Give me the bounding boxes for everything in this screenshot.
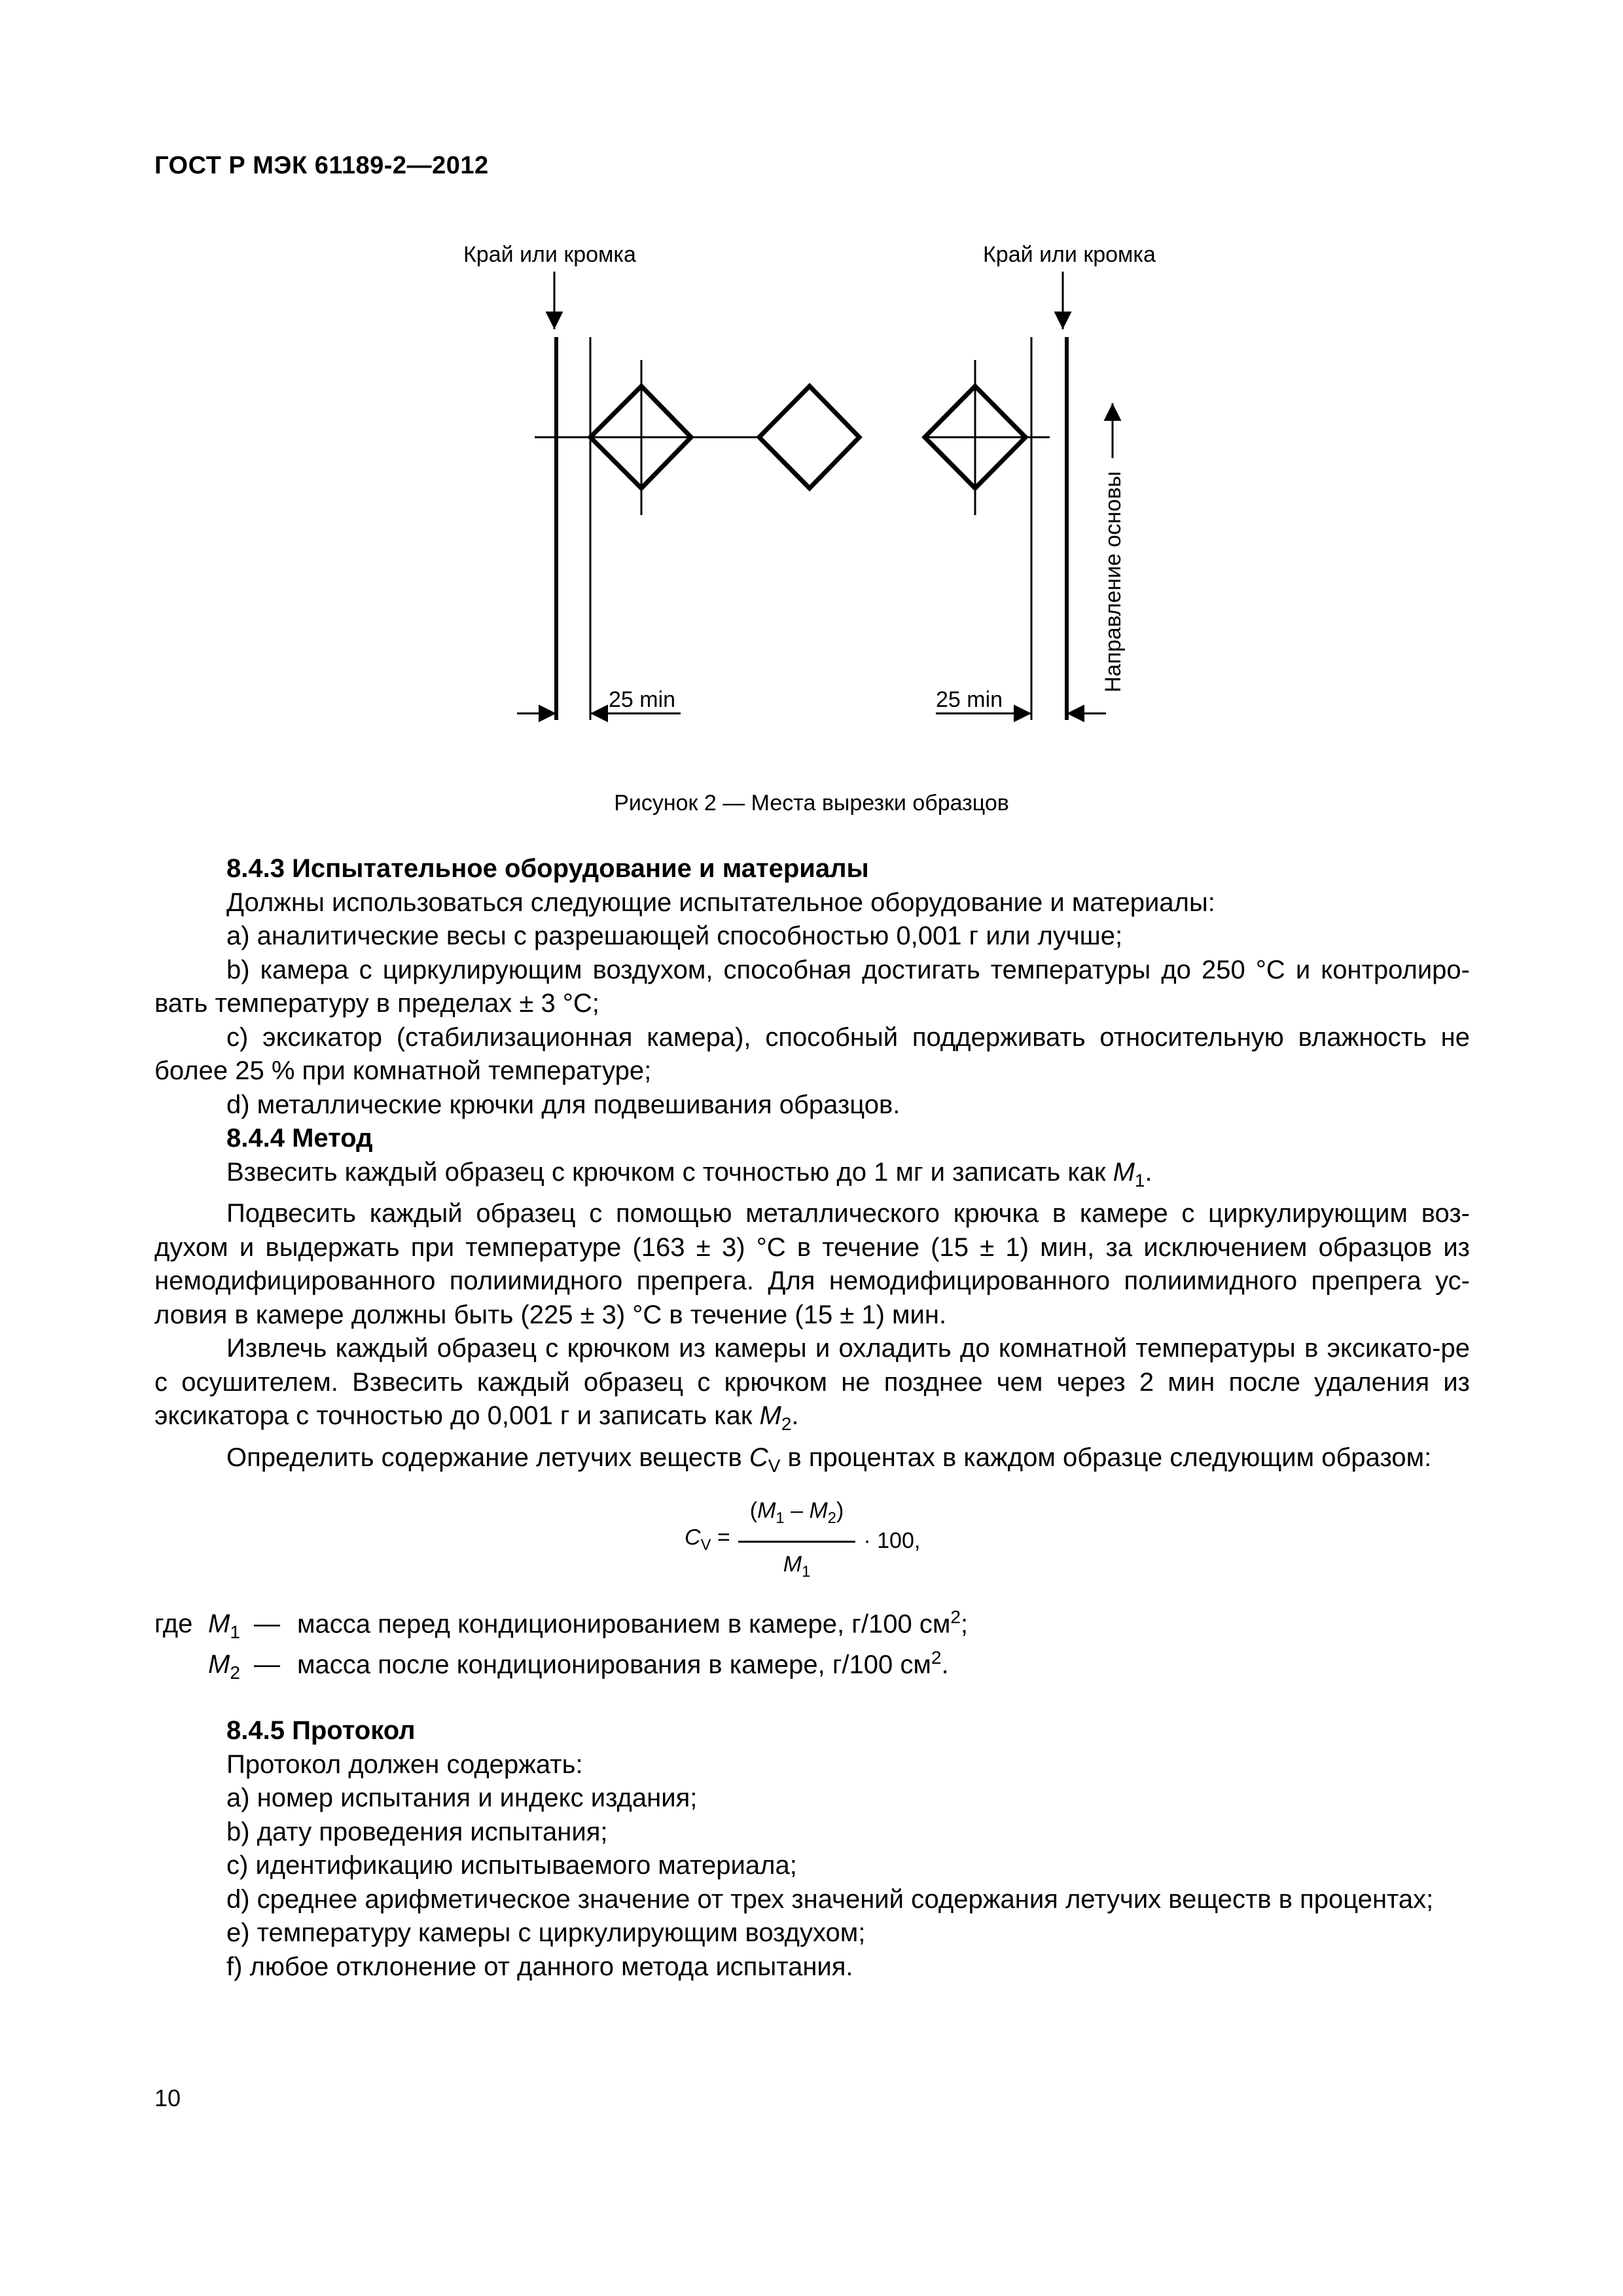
formula-numerator: $(M_1 - M_2)$ bbox=[738, 1494, 856, 1542]
paragraph: Определить содержание летучих веществ $C_V$ в процентах в каждом образце следующим образом: bbox=[226, 1443, 1432, 1476]
formula-denominator: $M_1$ bbox=[783, 1551, 811, 1581]
specimen-diamond-2 bbox=[759, 386, 859, 488]
warp-direction-label: Направление основы bbox=[1101, 471, 1126, 692]
legend-row-m2: $M_2$ — масса после кондиционирования в камере, г/100 $см^2$. bbox=[208, 1647, 949, 1683]
paragraph: Подвесить каждый образец с помощью металлического крючка в камере с циркулирующим воз-духом и выдержать при температуре (163 ± 3) °C в течение (15 ± 1) мин, за исключением образцов из немодифицированного полиимидного препрега. Для немодифицированного полиимидного препрега ус-ловия в камере должны быть (225 ± 3) °C в течение (15 ± 1) мин. bbox=[154, 1199, 1470, 1329]
formula-lhs: $C_V$ = bbox=[685, 1524, 730, 1554]
paragraph: Протокол должен содержать: bbox=[226, 1749, 583, 1779]
figure-2-cutting-diagram bbox=[0, 0, 1623, 825]
figure-caption: Рисунок 2 — Места вырезки образцов bbox=[614, 791, 1009, 816]
list-item: b) дату проведения испытания; bbox=[226, 1817, 608, 1846]
section-heading-8-4-5: 8.4.5 Протокол bbox=[226, 1716, 416, 1745]
document-header: ГОСТ Р МЭК 61189-2—2012 bbox=[154, 152, 489, 179]
paragraph: Должны использоваться следующие испытательное оборудование и материалы: bbox=[226, 888, 1215, 917]
edge-label-right: Край или кромка bbox=[983, 242, 1156, 267]
legend-row-m1: где $M_1$ — масса перед кондиционированием в камере, г/100 $см^2$; bbox=[154, 1607, 969, 1643]
page-number: 10 bbox=[154, 2085, 181, 2111]
section-heading-8-4-3: 8.4.3 Испытательное оборудование и материалы bbox=[226, 854, 869, 883]
list-item: c) эксикатор (стабилизационная камера), способный поддерживать относительную влажность не более 25 % при комнатной температуре; bbox=[154, 1022, 1470, 1085]
dimension-label-left: 25 min bbox=[609, 687, 676, 712]
paragraph: Извлечь каждый образец с крючком из камеры и охладить до комнатной температуры в эксикато-ре с осушителем. Взвесить каждый образец с крючком не позднее чем через 2 мин после удаления из эксикатора с точностью до 0,001 г и записать как $M_2$. bbox=[154, 1334, 1470, 1434]
edge-label-left: Край или кромка bbox=[463, 242, 636, 267]
list-item: d) металлические крючки для подвешивания образцов. bbox=[226, 1090, 901, 1119]
list-item: f) любое отклонение от данного метода испытания. bbox=[226, 1952, 853, 1981]
list-item: e) температуру камеры с циркулирующим воздухом; bbox=[226, 1918, 866, 1947]
formula-tail: · 100, bbox=[863, 1528, 921, 1554]
dimension-label-right: 25 min bbox=[936, 687, 1003, 712]
document-body bbox=[154, 852, 1470, 1984]
formula-volatile-content bbox=[154, 1482, 1470, 1600]
list-item: c) идентификацию испытываемого материала; bbox=[226, 1851, 797, 1880]
paragraph: Взвесить каждый образец с крючком с точностью до 1 мг и записать как $M_1$. bbox=[226, 1157, 1152, 1191]
formula-fraction bbox=[738, 1494, 856, 1588]
list-item: a) аналитические весы с разрешающей способностью 0,001 г или лучше; bbox=[226, 922, 1123, 950]
section-heading-8-4-4: 8.4.4 Метод bbox=[226, 1124, 373, 1153]
list-item: d) среднее арифметическое значение от трех значений содержания летучих веществ в процентах; bbox=[226, 1884, 1434, 1914]
list-item: b) камера с циркулирующим воздухом, способная достигать температуры до 250 °C и контролиро-вать температуру в пределах ± 3 °C; bbox=[154, 955, 1470, 1018]
list-item: a) номер испытания и индекс издания; bbox=[226, 1784, 698, 1812]
formula-legend bbox=[154, 1600, 1470, 1681]
